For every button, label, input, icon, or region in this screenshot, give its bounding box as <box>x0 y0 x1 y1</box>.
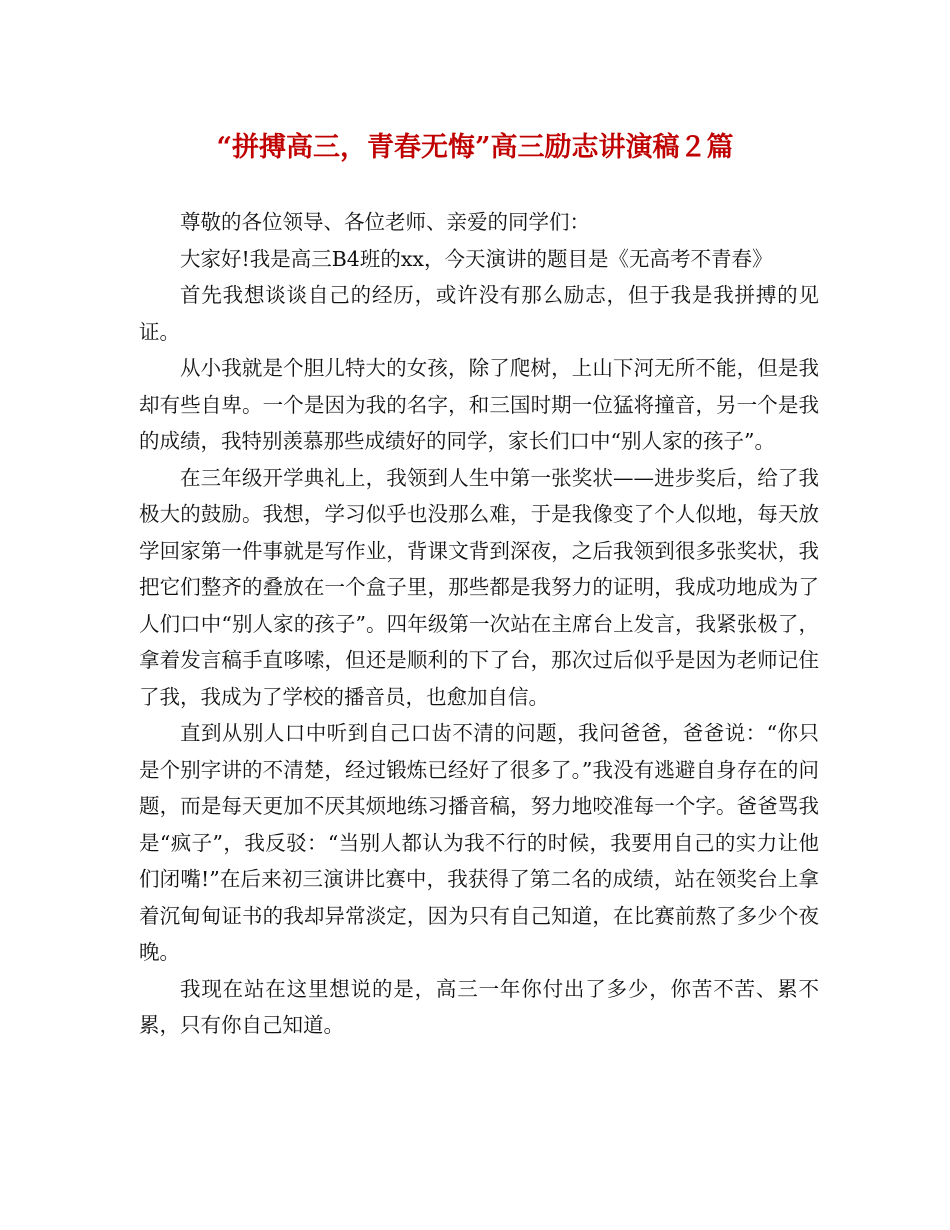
document-body <box>139 204 819 1044</box>
paragraph-childhood: 从小我就是个胆儿特大的女孩，除了爬树，上山下河无所不能，但是我却有些自卑。一个是因为我的名字，和三国时期一位猛将撞音，另一个是我的成绩，我特别羡慕那些成绩好的同学，家长们口中“别人家的孩子”。 <box>139 356 819 453</box>
paragraph-greeting: 尊敬的各位领导、各位老师、亲爱的同学们： <box>180 210 590 234</box>
paragraph-speech-practice: 直到从别人口中听到自己口齿不清的问题，我问爸爸，爸爸说：“你只是个别字讲的不清楚，经过锻炼已经好了很多了。”我没有逃避自身存在的问题，而是每天更加不厌其烦地练习播音稿，努力地咬准每一个字。爸爸骂我是“疯子”，我反驳：“当别人都认为我不行的时候，我要用自己的实力让他们闭嘴!”在后来初三演讲比赛中，我获得了第二名的成绩，站在领奖台上拿着沉甸甸证书的我却异常淡定，因为只有自己知道，在比赛前熬了多少个夜晚。 <box>139 721 819 964</box>
paragraph-closing: 我现在站在这里想说的是，高三一年你付出了多少，你苦不苦、累不累，只有你自己知道。 <box>139 976 819 1037</box>
document-title: “拼搏高三，青春无悔”高三励志讲演稿２篇 <box>216 132 734 163</box>
paragraph-award: 在三年级开学典礼上，我领到人生中第一张奖状——进步奖后，给了我极大的鼓励。我想，学习似乎也没那么难，于是我像变了个人似地，每天放学回家第一件事就是写作业，背课文背到深夜，之后我领到很多张奖状，我把它们整齐的叠放在一个盒子里，那些都是我努力的证明，我成功地成为了人们口中“别人家的孩子”。四年级第一次站在主席台上发言，我紧张极了，拿着发言稿手直哆嗦，但还是顺利的下了台，那次过后似乎是因为老师记住了我，我成为了学校的播音员，也愈加自信。 <box>139 465 819 709</box>
paragraph-intro: 大家好!我是高三B4班的xx，今天演讲的题目是《无高考不青春》 <box>180 246 773 271</box>
paragraph-experience: 首先我想谈谈自己的经历，或许没有那么励志，但于我是我拼搏的见证。 <box>139 283 819 344</box>
